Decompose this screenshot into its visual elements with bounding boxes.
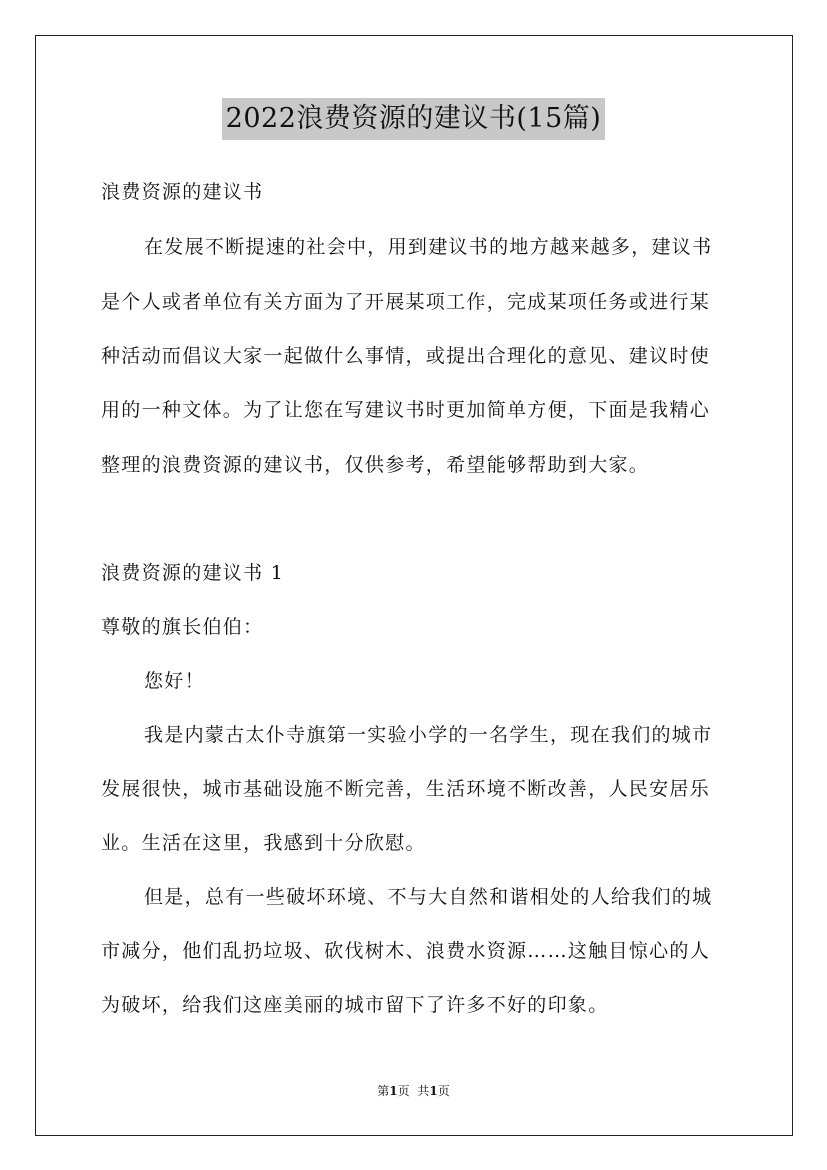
paragraph-line: 但是，总有一些破坏环境、不与大自然和谐相处的人给我们的城 bbox=[144, 886, 713, 908]
paragraph-line: 在发展不断提速的社会中，用到建议书的地方越来越多，建议书 bbox=[144, 236, 713, 258]
paragraph-line: 业。生活在这里，我感到十分欣慰。 bbox=[101, 832, 426, 854]
total-suffix: 页 bbox=[437, 1084, 450, 1098]
section-heading: 浪费资源的建议书 bbox=[101, 181, 264, 203]
title-container bbox=[0, 98, 827, 140]
section-heading: 浪费资源的建议书 1 bbox=[101, 562, 285, 584]
page-footer bbox=[0, 1083, 827, 1099]
total-pages: 1 bbox=[429, 1084, 438, 1098]
total-prefix: 共 bbox=[417, 1084, 430, 1098]
page-number: 1 bbox=[389, 1084, 398, 1098]
paragraph-line: 市减分，他们乱扔垃圾、砍伐树木、浪费水资源……这触目惊心的人 bbox=[101, 940, 711, 962]
greeting: 您好！ bbox=[144, 670, 205, 692]
paragraph-line: 整理的浪费资源的建议书，仅供参考，希望能够帮助到大家。 bbox=[101, 454, 650, 476]
paragraph-line: 为破坏，给我们这座美丽的城市留下了许多不好的印象。 bbox=[101, 994, 609, 1016]
page-suffix: 页 bbox=[397, 1084, 410, 1098]
paragraph-line: 用的一种文体。为了让您在写建议书时更加简单方便，下面是我精心 bbox=[101, 399, 711, 421]
paragraph-line: 我是内蒙古太仆寺旗第一实验小学的一名学生，现在我们的城市 bbox=[144, 724, 713, 746]
page-prefix: 第 bbox=[377, 1084, 390, 1098]
salutation: 尊敬的旗长伯伯： bbox=[101, 616, 264, 638]
paragraph-line: 是个人或者单位有关方面为了开展某项工作，完成某项任务或进行某 bbox=[101, 291, 711, 313]
paragraph-line: 种活动而倡议大家一起做什么事情，或提出合理化的意见、建议时使 bbox=[101, 345, 711, 367]
document-title: 2022浪费资源的建议书(15篇) bbox=[222, 98, 606, 140]
paragraph-line: 发展很快，城市基础设施不断完善，生活环境不断改善，人民安居乐 bbox=[101, 778, 711, 800]
